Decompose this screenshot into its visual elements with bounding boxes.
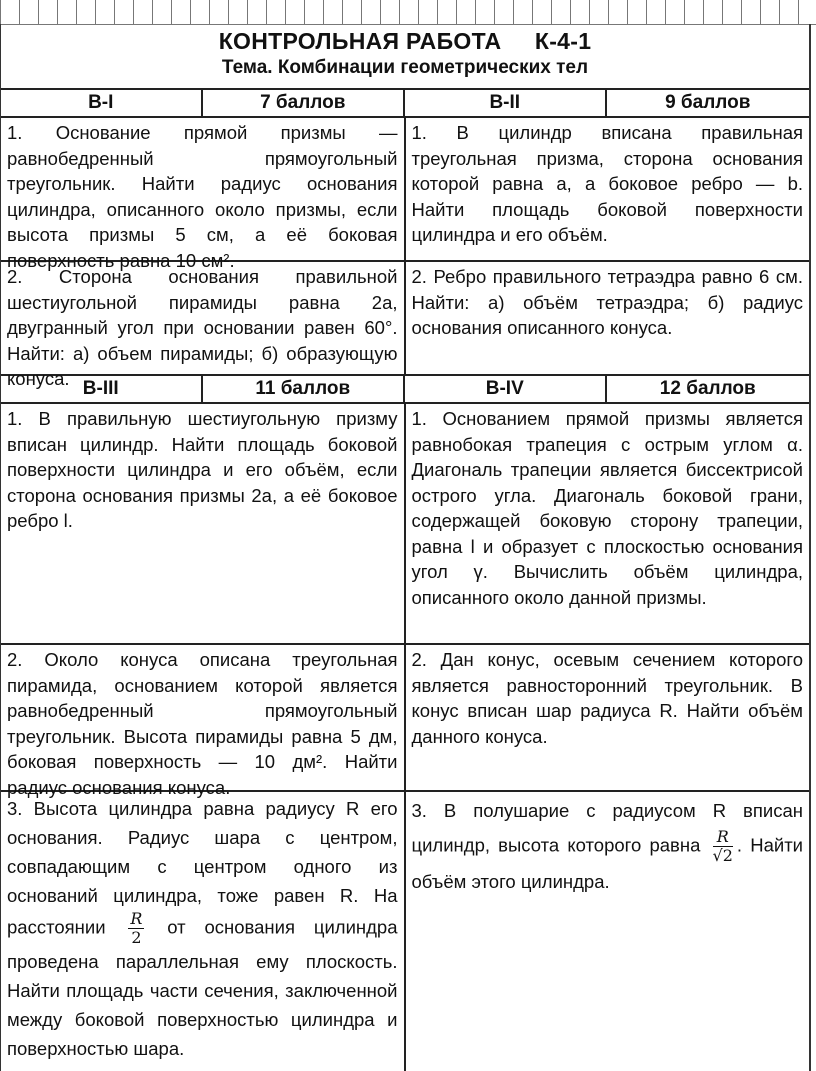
variant-4-name: В-IV	[405, 376, 607, 402]
variant-1-points: 7 баллов	[203, 90, 406, 116]
grid-paper-strip	[0, 0, 816, 25]
task-v4-3	[406, 792, 810, 1071]
variant-1-name: В-I	[1, 90, 203, 116]
variant-header-row-1	[1, 90, 809, 118]
task-row-3	[1, 404, 809, 645]
fraction-denominator: 2	[131, 928, 142, 947]
fraction-numerator: R	[130, 909, 143, 928]
task-v3-3-text-a: 3. Высота цилиндра равна радиусу R его основания. Радиус шара с центром, совпадающим с центром одного из оснований цилиндра, тоже равен R. На расстоянии	[7, 798, 398, 938]
task-v4-3-text-a: 3. В полушарие с радиусом R вписан цилиндр, высота которого равна	[411, 800, 803, 856]
variant-header-row-2	[1, 376, 809, 404]
task-v3-1: 1. В правильную шестиугольную призму вписан цилиндр. Найти площадь боковой поверхности цилиндра и его объём, если сторона основания призмы 2a, а её боковое ребро l.	[1, 404, 406, 643]
task-row-5	[1, 792, 809, 1071]
task-row-4	[1, 645, 809, 798]
task-v1-2: 2. Сторона основания правильной шестиугольной пирамиды равна 2a, двугранный угол при основании равен 60°. Найти: а) объем пирамиды; б) образующую конуса.	[1, 262, 406, 374]
task-v3-3	[1, 792, 406, 1071]
task-v4-3-text-b: . Найти объём этого цилиндра.	[411, 834, 804, 892]
page-subtitle: Тема. Комбинации геометрических тел	[221, 57, 589, 78]
task-v4-2: 2. Дан конус, осевым сечением которого является равносторонний треугольник. В конус вписан шар радиуса R. Найти объём данного конуса.	[411, 649, 803, 747]
fraction-denominator: √2	[712, 846, 733, 865]
variant-3-points: 11 баллов	[203, 376, 406, 402]
page-title: КОНТРОЛЬНАЯ РАБОТА К-4-1	[218, 28, 592, 54]
sheet-header	[1, 24, 809, 90]
variant-3-name: В-III	[1, 376, 203, 402]
task-v2-1: 1. В цилиндр вписана правильная треугольная призма, сторона основания которой равна a, а боковое ребро — b. Найти площадь боковой поверхности цилиндра и его объём.	[411, 122, 803, 245]
variant-2-name: В-II	[405, 90, 607, 116]
task-v2-2: 2. Ребро правильного тетраэдра равно 6 см. Найти: а) объём тетраэдра; б) радиус основания описанного конуса.	[411, 266, 803, 338]
fraction-r-over-2	[128, 910, 144, 947]
task-v1-1: 1. Основание прямой призмы — равнобедренный прямоугольный треугольник. Найти радиус основания цилиндра, описанного около призмы, если высота призмы 5 см, а её боковая поверхность равна 10 см².	[1, 118, 406, 260]
test-sheet	[0, 24, 811, 1071]
fraction-r-over-sqrt2	[713, 828, 733, 865]
task-v3-3-text-b: от основания цилиндра проведена параллельная ему плоскость. Найти площадь части сечения, заключенной между боковой поверхностью цилиндра и поверхностью шара.	[7, 916, 398, 1059]
task-v4-1: 1. Основанием прямой призмы является равнобокая трапеция с острым углом α. Диагональ трапеции является биссектрисой острого угла. Диагональ боковой грани, содержащей боковую сторону трапеции, равна l и образует с плоскостью основания угол γ. Вычислить объём цилиндра, описанного около данной призмы.	[411, 408, 803, 608]
variant-4-points: 12 баллов	[659, 378, 756, 399]
task-v3-2: 2. Около конуса описана треугольная пирамида, основанием которой является равнобедренный прямоугольный треугольник. Высота пирамиды равна 5 дм, боковая поверхность — 10 дм². Найти радиус основания конуса.	[1, 645, 406, 790]
task-row-1	[1, 118, 809, 271]
variant-2-points: 9 баллов	[665, 92, 751, 113]
fraction-numerator: R	[713, 828, 733, 847]
